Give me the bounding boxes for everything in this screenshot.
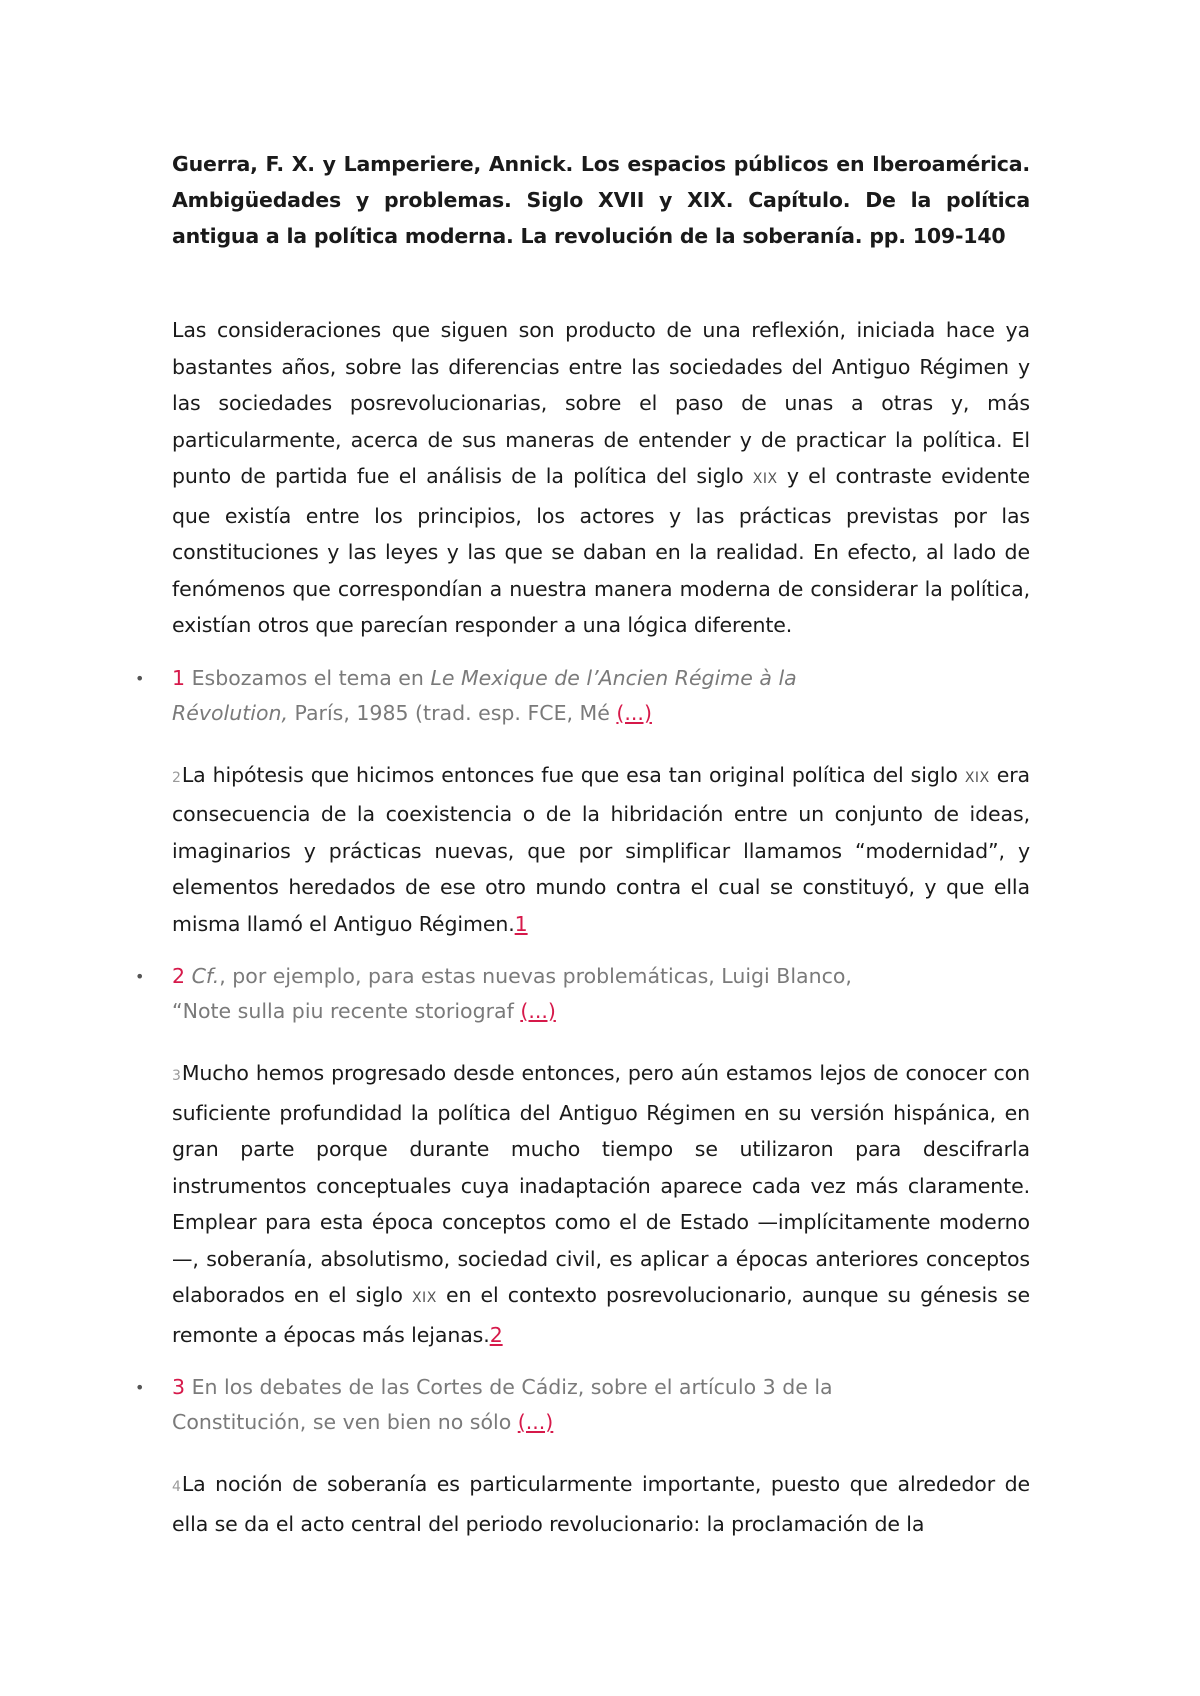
paragraph-3-text: Mucho hemos progresado desde entonces, pero aún estamos lejos de conocer con suficiente profundidad la política del Antiguo Régimen en su versión hispánica, en gran parte porque durante mucho tiempo se utilizaron para descifrarla instrumentos conceptuales cuya inadaptación aparece cada vez más claramente. Emplear para esta época conceptos como el de Estado —implícitamente moderno—, soberanía, absolutismo, sociedad civil, es aplicar a épocas anteriores conceptos elaborados en el siglo <box>172 1061 1030 1307</box>
footnote-number[interactable]: 1 <box>172 665 186 690</box>
paragraph-4 <box>172 1466 1030 1542</box>
bullet-icon: • <box>135 1378 145 1397</box>
footnote-ref-link[interactable]: 2 <box>489 1322 503 1347</box>
footnote-more-link[interactable]: (...) <box>520 999 556 1023</box>
footnote-2 <box>135 959 912 1029</box>
paragraph-number: 4 <box>172 1479 181 1495</box>
footnote-3 <box>135 1370 912 1440</box>
document-title: Guerra, F. X. y Lamperiere, Annick. Los espacios públicos en Iberoamérica. Ambigüedades y problemas. Siglo XVII y XIX. Capítulo. De la política antigua a la política moderna. La revolución de la soberanía. pp. 109-140 <box>172 152 1030 248</box>
bullet-icon: • <box>135 668 145 688</box>
paragraph-1 <box>172 312 1030 644</box>
footnote-text: En los debates de las Cortes de Cádiz, sobre el artículo 3 de la Constitución, se ven bien no sólo <box>172 1375 833 1434</box>
footnote-italic: Le Mexique de l’Ancien Régime à la Révolution, <box>172 665 797 725</box>
paragraph-3-text-after: en el contexto posrevolucionario, aunque su génesis se remonte a épocas más lejanas. <box>172 1283 1030 1347</box>
century-numeral: XIX <box>752 471 778 487</box>
paragraph-2 <box>172 757 1030 943</box>
century-numeral: XIX <box>964 769 990 786</box>
footnote-text-after: , por ejemplo, para estas nuevas problemáticas, Luigi Blanco, “Note sulla piu recente storiograf <box>172 964 852 1023</box>
paragraph-1-text: Las consideraciones que siguen son producto de una reflexión, iniciada hace ya bastantes años, sobre las diferencias entre las sociedades del Antiguo Régimen y las sociedades posrevolucionarias, sobre el paso de unas a otras y, más particularmente, acerca de sus maneras de entender y de practicar la política. El punto de partida fue el análisis de la política del siglo <box>172 318 1030 488</box>
paragraph-2-text-after: era consecuencia de la coexistencia o de la hibridación entre un conjunto de ideas, imaginarios y prácticas nuevas, que por simplificar llamamos “modernidad”, y elementos heredados de ese otro mundo contra el cual se constituyó, y que ella misma llamó el Antiguo Régimen. <box>172 762 1030 936</box>
footnote-more-link[interactable]: (...) <box>616 700 652 725</box>
footnote-number[interactable]: 2 <box>172 964 186 988</box>
bullet-icon: • <box>135 967 145 986</box>
footnote-number[interactable]: 3 <box>172 1375 186 1399</box>
paragraph-2-text: La hipótesis que hicimos entonces fue que esa tan original política del siglo <box>181 762 965 787</box>
footnote-text: Esbozamos el tema en <box>185 665 431 690</box>
document-page <box>135 146 1030 1559</box>
century-numeral: XIX <box>411 1290 437 1306</box>
paragraph-3 <box>172 1055 1030 1353</box>
paragraph-1-text-after: y el contraste evidente que existía entre los principios, los actores y las prácticas previstas por las constituciones y las leyes y las que se daban en la realidad. En efecto, al lado de fenómenos que correspondían a nuestra manera moderna de considerar la política, existían otros que parecían responder a una lógica diferente. <box>172 464 1030 637</box>
paragraph-4-text: La noción de soberanía es particularmente importante, puesto que alrededor de ella se da el acto central del periodo revolucionario: la proclamación de la <box>172 1472 1030 1536</box>
footnote-italic: Cf. <box>191 964 220 988</box>
footnote-more-link[interactable]: (...) <box>517 1410 554 1434</box>
footnote-1 <box>135 661 912 731</box>
footnote-ref-link[interactable]: 1 <box>514 911 528 936</box>
paragraph-number: 2 <box>172 769 181 786</box>
footnote-text-after: París, 1985 (trad. esp. FCE, Mé <box>288 700 617 725</box>
paragraph-number: 3 <box>172 1068 181 1084</box>
